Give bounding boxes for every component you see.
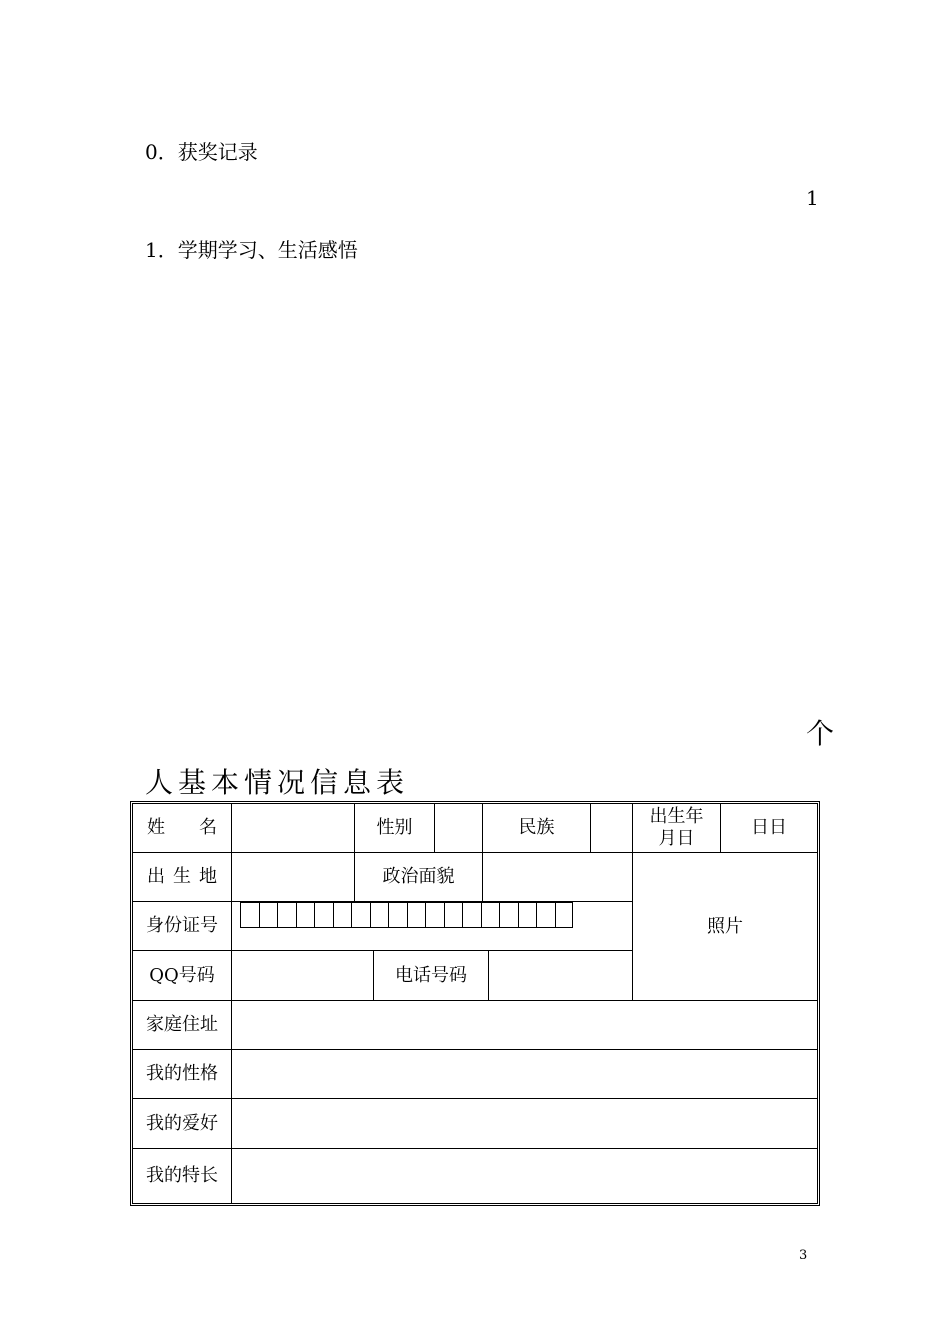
id-label: 身份证号 bbox=[132, 902, 232, 951]
id-digit-box[interactable] bbox=[536, 902, 555, 928]
ethnicity-label: 民族 bbox=[483, 803, 591, 853]
id-digit-box[interactable] bbox=[277, 902, 296, 928]
id-digit-boxes[interactable] bbox=[240, 902, 573, 928]
section-reflection-heading: 1．学期学习、生活感悟 bbox=[145, 238, 358, 262]
hobby-label: 我的爱好 bbox=[132, 1099, 232, 1149]
id-digit-box[interactable] bbox=[314, 902, 333, 928]
form-title: 人基本情况信息表 bbox=[145, 766, 410, 799]
ethnicity-value-cell[interactable] bbox=[591, 803, 633, 853]
id-digit-box[interactable] bbox=[370, 902, 389, 928]
id-digit-box[interactable] bbox=[499, 902, 518, 928]
qq-value-cell[interactable] bbox=[232, 951, 374, 1001]
id-digit-box[interactable] bbox=[425, 902, 444, 928]
id-digit-box[interactable] bbox=[296, 902, 315, 928]
photo-cell[interactable]: 照片 bbox=[633, 853, 818, 1001]
name-value-cell[interactable] bbox=[232, 803, 355, 853]
name-label-part2: 名 bbox=[199, 817, 217, 838]
gender-value-cell[interactable] bbox=[435, 803, 483, 853]
id-digit-box[interactable] bbox=[444, 902, 463, 928]
id-digit-box[interactable] bbox=[351, 902, 370, 928]
section-marker: 1 bbox=[806, 186, 819, 210]
personality-label: 我的性格 bbox=[132, 1050, 232, 1099]
section-awards-heading: 0．获奖记录 bbox=[145, 140, 258, 164]
birthplace-label-part2: 生 bbox=[173, 866, 191, 887]
birthplace-label-part3: 地 bbox=[199, 866, 217, 887]
birthplace-value-cell[interactable] bbox=[232, 853, 355, 902]
address-value-cell[interactable] bbox=[232, 1001, 818, 1050]
form-title-lead: 个 bbox=[806, 717, 835, 750]
specialty-value-cell[interactable] bbox=[232, 1149, 818, 1204]
id-digit-box[interactable] bbox=[555, 902, 574, 928]
gender-label: 性别 bbox=[355, 803, 435, 853]
name-label-part1: 姓 bbox=[147, 817, 165, 838]
phone-label: 电话号码 bbox=[374, 951, 489, 1001]
birth-label: 出生年月日 bbox=[633, 803, 721, 853]
id-digit-box[interactable] bbox=[333, 902, 352, 928]
phone-value-cell[interactable] bbox=[489, 951, 633, 1001]
page-number: 3 bbox=[799, 1248, 808, 1263]
political-value-cell[interactable] bbox=[483, 853, 633, 902]
name-label bbox=[132, 803, 232, 853]
hobby-value-cell[interactable] bbox=[232, 1099, 818, 1149]
id-digit-box[interactable] bbox=[388, 902, 407, 928]
id-digit-box[interactable] bbox=[259, 902, 278, 928]
address-label: 家庭住址 bbox=[132, 1001, 232, 1050]
birth-value[interactable]: 日日 bbox=[721, 803, 818, 853]
personality-value-cell[interactable] bbox=[232, 1050, 818, 1099]
id-digit-box[interactable] bbox=[481, 902, 500, 928]
birthplace-label-part1: 出 bbox=[147, 866, 165, 887]
political-label: 政治面貌 bbox=[355, 853, 483, 902]
id-digit-box[interactable] bbox=[240, 902, 259, 928]
qq-label: QQ号码 bbox=[132, 951, 232, 1001]
id-digit-box[interactable] bbox=[462, 902, 481, 928]
specialty-label: 我的特长 bbox=[132, 1149, 232, 1204]
id-digit-box[interactable] bbox=[407, 902, 426, 928]
id-digit-box[interactable] bbox=[518, 902, 537, 928]
birthplace-label bbox=[132, 853, 232, 902]
